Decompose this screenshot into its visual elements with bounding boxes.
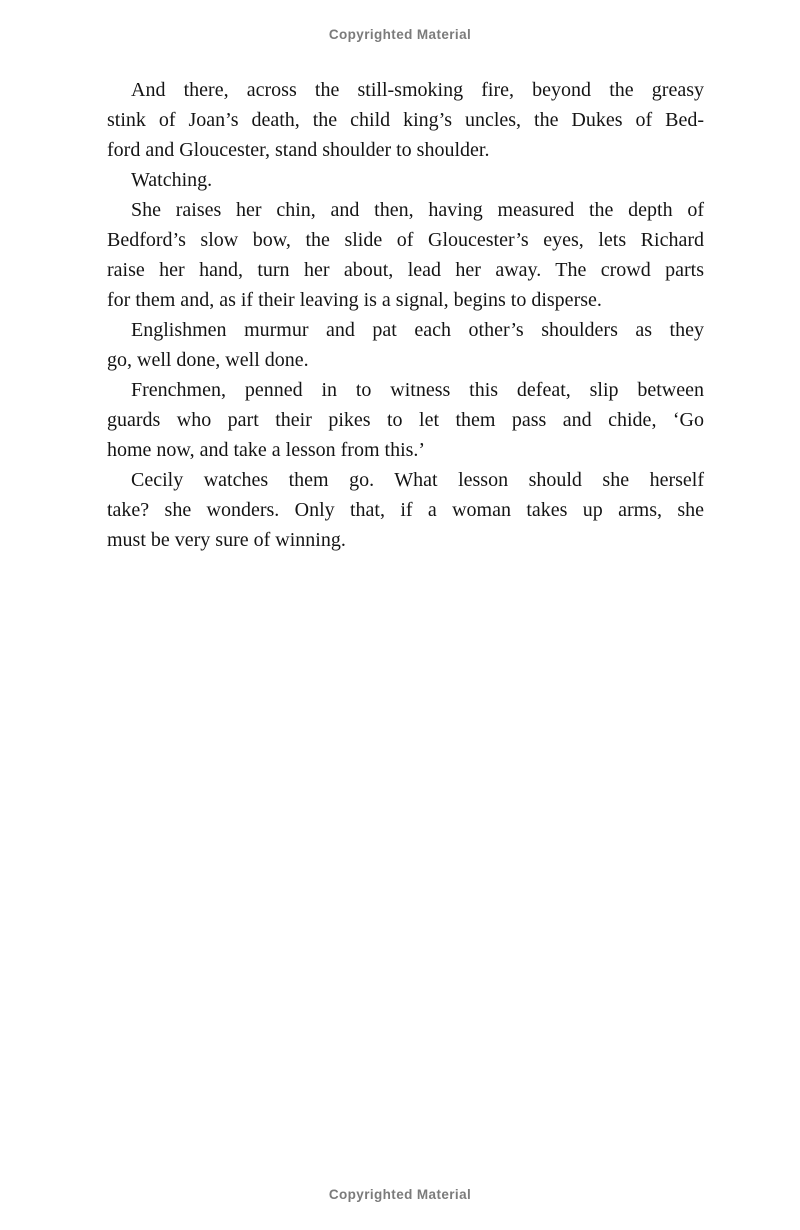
text-line: guards who part their pikes to let them pass and chide, ‘Go: [107, 409, 704, 431]
text-line: ford and Gloucester, stand shoulder to shoulder.: [107, 139, 490, 161]
text-line: for them and, as if their leaving is a signal, begins to disperse.: [107, 289, 602, 311]
text-line: take? she wonders. Only that, if a woman takes up arms, she: [107, 499, 704, 521]
copyright-notice-bottom: Copyrighted Material: [328, 1187, 472, 1202]
text-line: go, well done, well done.: [107, 349, 309, 371]
text-line: must be very sure of winning.: [107, 529, 346, 551]
text-line: raise her hand, turn her about, lead her away. The crowd parts: [107, 259, 704, 281]
text-line: Bedford’s slow bow, the slide of Gloucester’s eyes, lets Richard: [107, 229, 704, 251]
text-line: Cecily watches them go. What lesson should she herself: [131, 469, 704, 491]
page-text: [107, 75, 704, 555]
text-line: home now, and take a lesson from this.’: [107, 439, 426, 461]
text-line: She raises her chin, and then, having measured the depth of: [131, 199, 704, 221]
text-line: Frenchmen, penned in to witness this defeat, slip between: [131, 379, 704, 401]
copyright-notice-top: Copyrighted Material: [328, 27, 472, 42]
text-line: Englishmen murmur and pat each other’s shoulders as they: [131, 319, 704, 341]
text-line: stink of Joan’s death, the child king’s uncles, the Dukes of Bed-: [107, 109, 704, 131]
text-line: Watching.: [131, 169, 213, 191]
text-line: And there, across the still-smoking fire, beyond the greasy: [131, 79, 704, 101]
